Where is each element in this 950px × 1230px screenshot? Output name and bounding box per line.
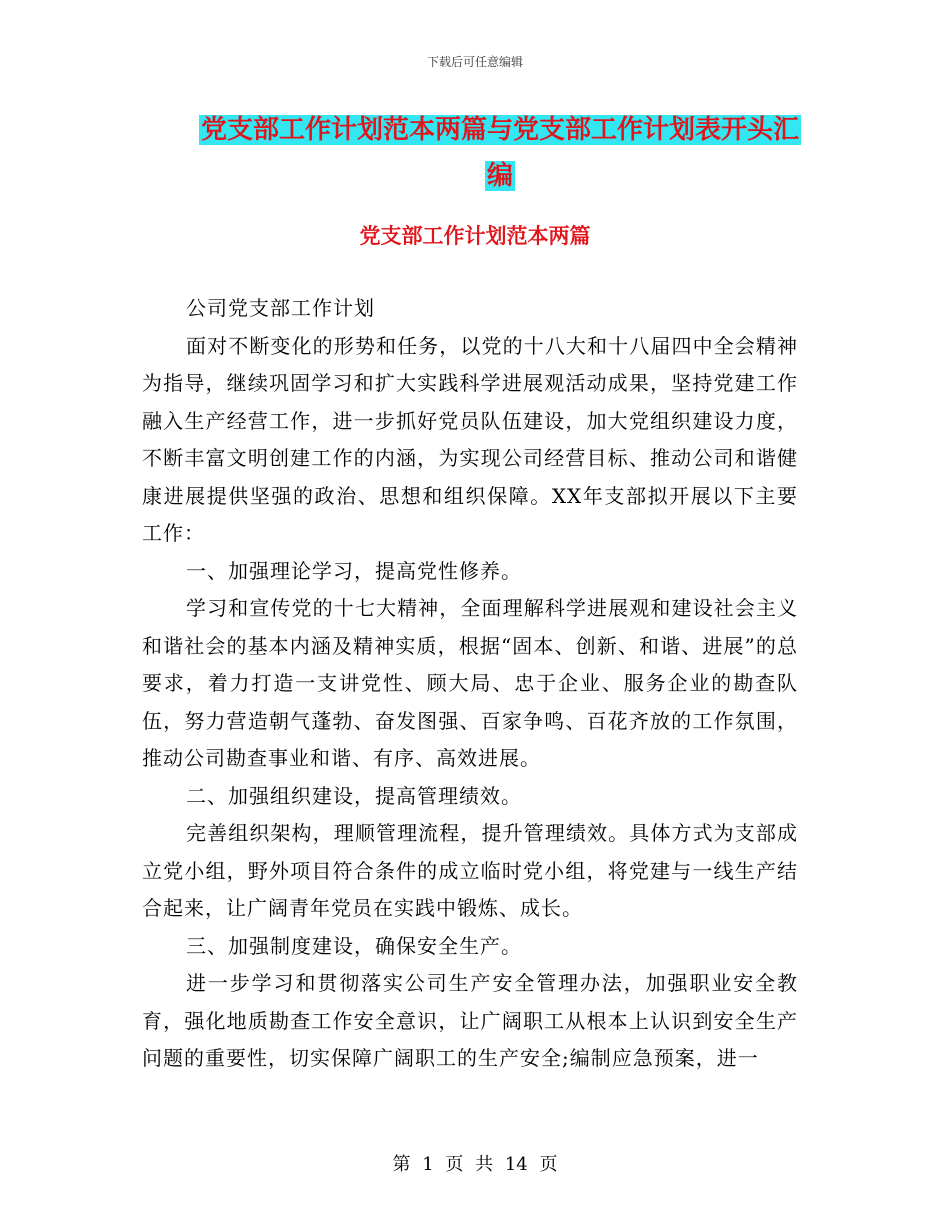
page-header-note: 下载后可任意编辑 — [426, 55, 523, 69]
section-title: 党支部工作计划范本两篇 — [359, 223, 591, 248]
item-heading-3: 三、加强制度建设，确保安全生产。 — [186, 933, 522, 958]
body-paragraph-3: 进一步学习和贯彻落实公司生产安全管理办法，加强职业安全教育，强化地质勘查工作安全意识，让广阔职工从根本上认识到安全生产问题的重要性，切实保障广阔职工的生产安全;编制应急预案，进一 — [142, 971, 798, 1070]
body-paragraph-2: 完善组织架构，理顺管理流程，提升管理绩效。具体方式为支部成立党小组，野外项目符合条件的成立临时党小组，将党建与一线生产结合起来，让广阔青年党员在实践中锻炼、成长。 — [142, 821, 798, 920]
page-number: 第 1 页 共 14 页 — [392, 1154, 558, 1175]
plan-heading: 公司党支部工作计划 — [186, 296, 375, 320]
document-title — [190, 107, 810, 199]
document-title-line-2: 编 — [486, 161, 513, 191]
item-heading-2: 二、加强组织建设，提高管理绩效。 — [186, 783, 522, 808]
document-title-line-1: 党支部工作计划范本两篇与党支部工作计划表开头汇 — [200, 115, 799, 145]
document-body — [142, 290, 798, 1078]
body-paragraph-intro: 面对不断变化的形势和任务，以党的十八大和十八届四中全会精神为指导，继续巩固学习和扩大实践科学进展观活动成果，坚持党建工作融入生产经营工作，进一步抓好党员队伍建设，加大党组织建设力度，不断丰富文明创建工作的内涵，为实现公司经营目标、推动公司和谐健康进展提供坚强的政治、思想和组织保障。XX年支部拟开展以下主要工作： — [142, 333, 798, 545]
item-heading-1: 一、加强理论学习，提高党性修养。 — [186, 558, 522, 583]
body-paragraph-1: 学习和宣传党的十七大精神，全面理解科学进展观和建设社会主义和谐社会的基本内涵及精神实质，根据“固本、创新、和谐、进展”的总要求，着力打造一支讲党性、顾大局、忠于企业、服务企业的勘查队伍，努力营造朝气蓬勃、奋发图强、百家争鸣、百花齐放的工作氛围，推动公司勘查事业和谐、有序、高效进展。 — [142, 596, 798, 770]
